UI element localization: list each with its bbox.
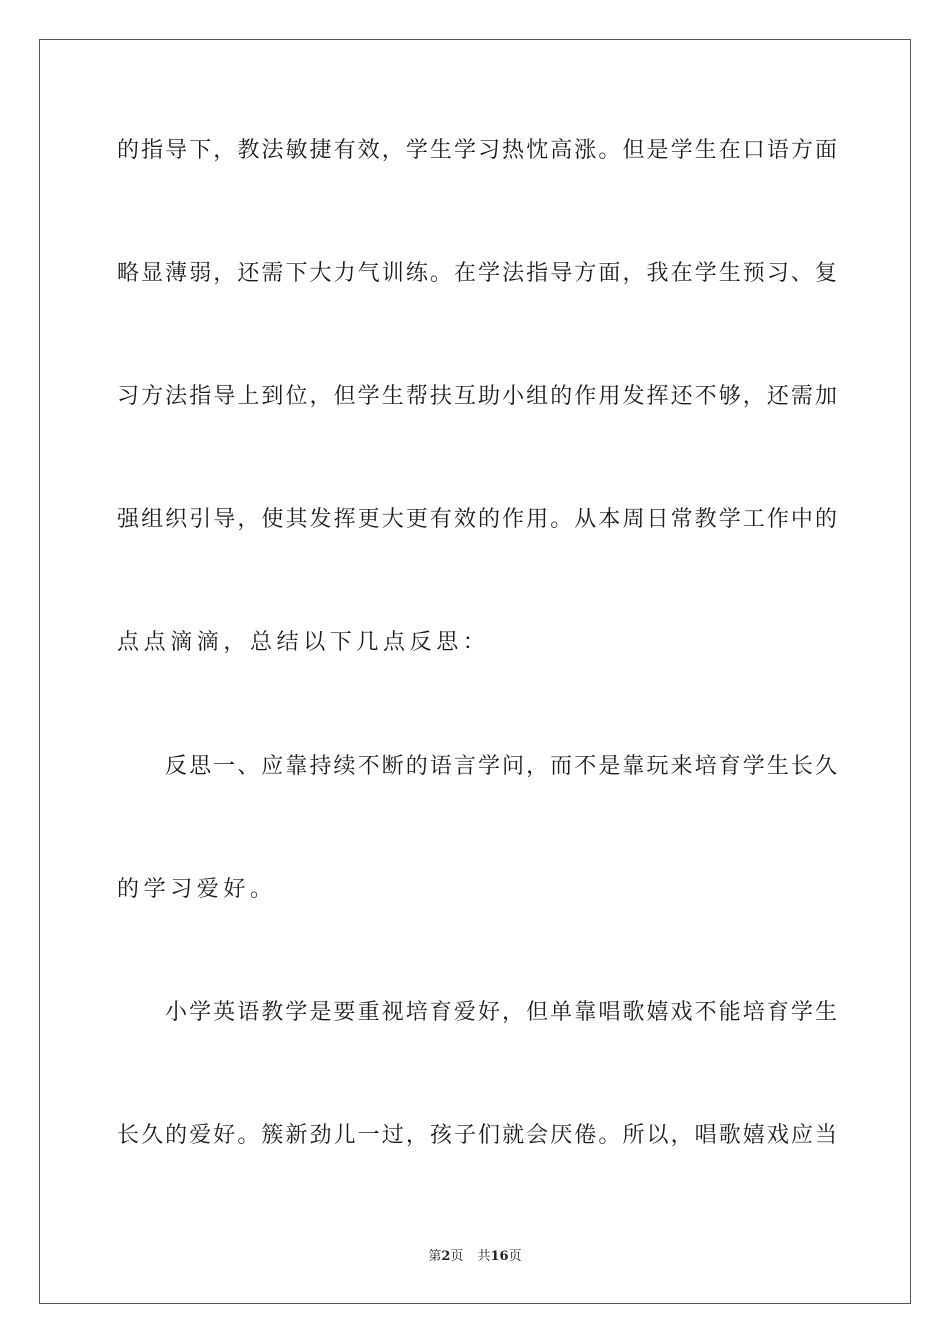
total-suffix: 页 <box>508 1249 522 1264</box>
paragraph-reflection-one: 反思一、应靠持续不断的语言学问，而不是靠玩来培育学生长久 <box>165 754 837 779</box>
page-number: 2 <box>441 1249 451 1264</box>
text-line-9: 长久的爱好。簇新劲儿一过，孩子们就会厌倦。所以，唱歌嬉戏应当 <box>117 1123 837 1148</box>
text-line-1: 的指导下，教法敏捷有效，学生学习热忱高涨。但是学生在口语方面 <box>117 138 837 163</box>
text-line-4: 强组织引导，使其发挥更大更有效的作用。从本周日常教学工作中的 <box>117 507 837 532</box>
text-line-7: 的学习爱好。 <box>117 877 277 902</box>
page-prefix: 第 <box>428 1249 442 1264</box>
page-footer <box>0 1248 950 1266</box>
total-pages: 16 <box>490 1249 509 1264</box>
page-suffix: 页 <box>450 1249 464 1264</box>
text-line-2: 略显薄弱，还需下大力气训练。在学法指导方面，我在学生预习、复 <box>117 261 837 286</box>
total-prefix: 共 <box>477 1249 491 1264</box>
text-line-5: 点点滴滴，总结以下几点反思： <box>117 630 490 655</box>
paragraph-english-teaching: 小学英语教学是要重视培育爱好，但单靠唱歌嬉戏不能培育学生 <box>165 1000 837 1025</box>
text-line-3: 习方法指导上到位，但学生帮扶互助小组的作用发挥还不够，还需加 <box>117 384 837 409</box>
page-border <box>39 39 911 1304</box>
